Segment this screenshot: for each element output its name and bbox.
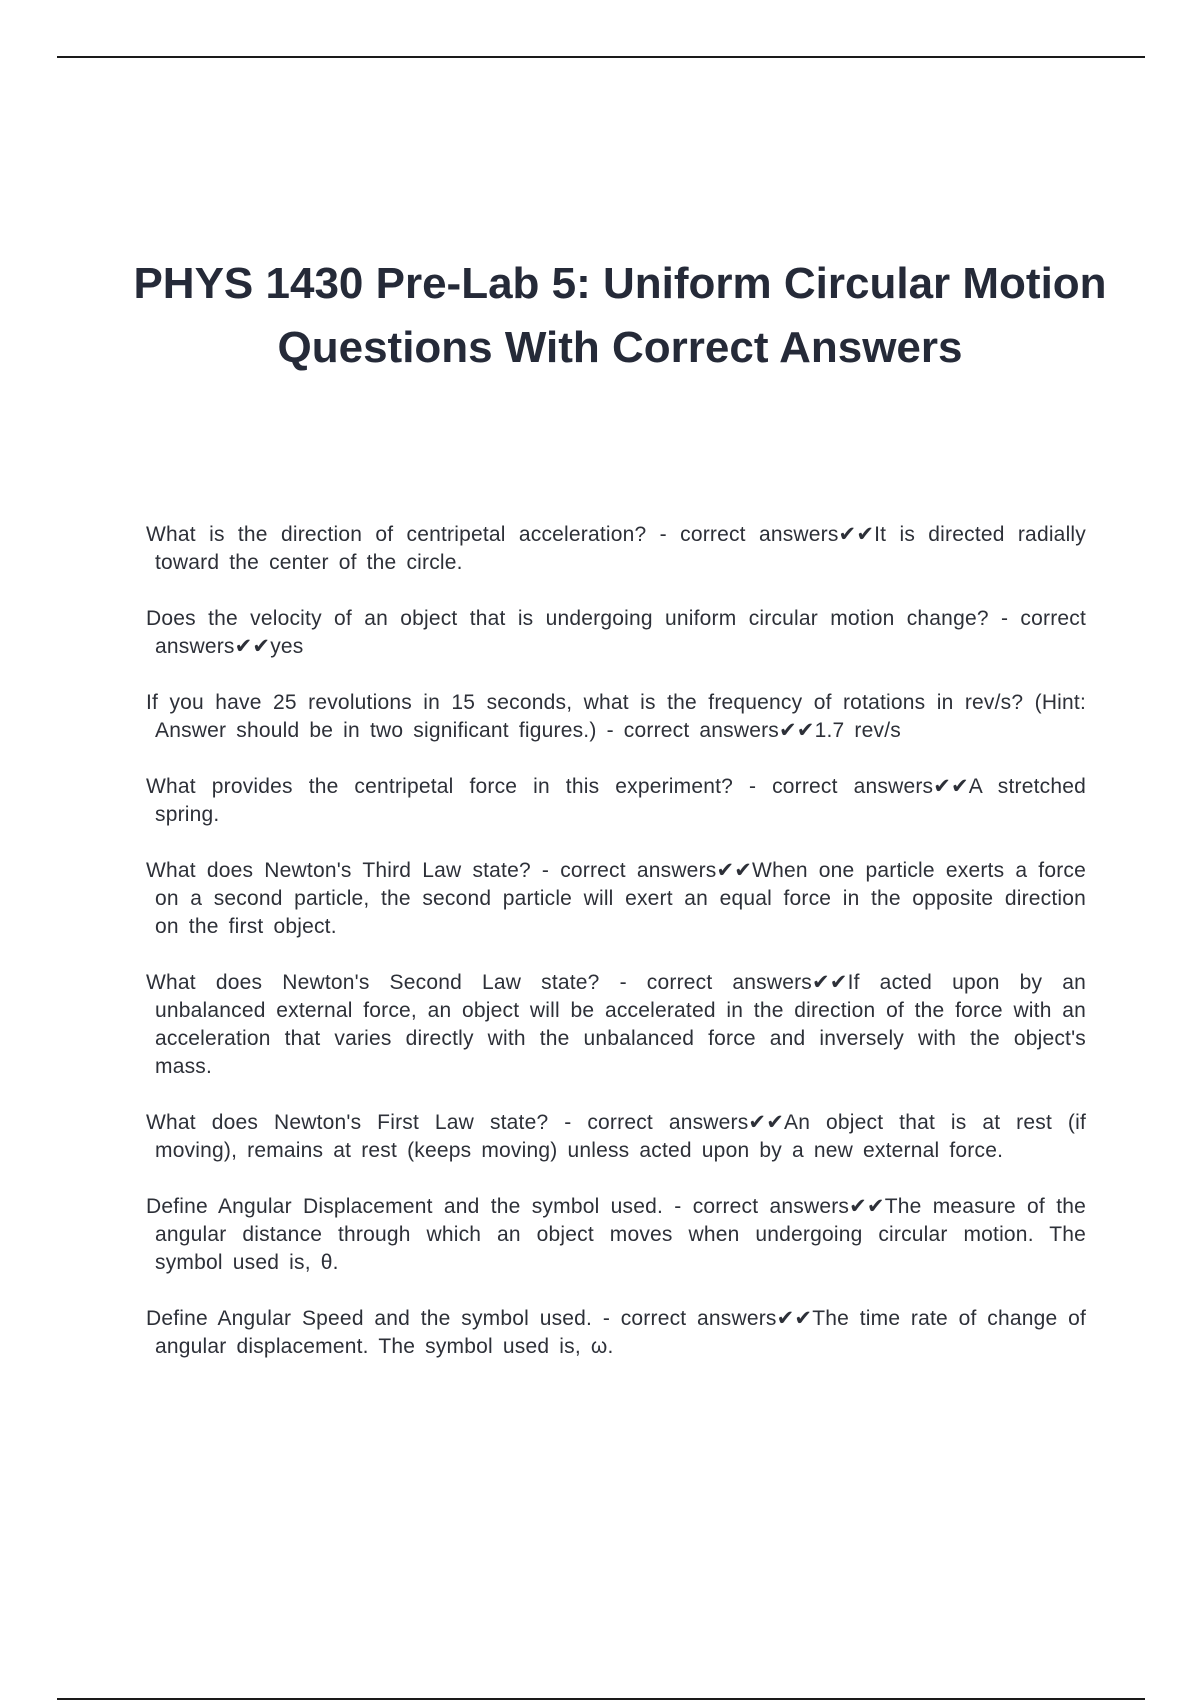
qa-list	[146, 521, 1086, 1389]
qa-item: Define Angular Speed and the symbol used. - correct answers✔✔The time rate of change of angular displacement. The symbol used is, ω.	[146, 1307, 1086, 1358]
qa-item: What does Newton's Third Law state? - correct answers✔✔When one particle exerts a force on a second particle, the second particle will exert an equal force in the opposite direction on the first object.	[146, 859, 1086, 938]
document-title: PHYS 1430 Pre-Lab 5: Uniform Circular Motion Questions With Correct Answers	[133, 259, 1107, 372]
qa-item: If you have 25 revolutions in 15 seconds, what is the frequency of rotations in rev/s? (Hint: Answer should be in two significant figures.) - correct answers✔✔1.7 rev/s	[146, 691, 1086, 742]
qa-item: Does the velocity of an object that is undergoing uniform circular motion change? - correct answers✔✔yes	[146, 607, 1086, 658]
qa-item: What does Newton's First Law state? - correct answers✔✔An object that is at rest (if moving), remains at rest (keeps moving) unless acted upon by a new external force.	[146, 1111, 1086, 1162]
top-rule	[57, 56, 1145, 58]
qa-item: What is the direction of centripetal acceleration? - correct answers✔✔It is directed radially toward the center of the circle.	[146, 523, 1086, 574]
qa-item: What provides the centripetal force in this experiment? - correct answers✔✔A stretched spring.	[146, 775, 1086, 826]
qa-item: What does Newton's Second Law state? - correct answers✔✔If acted upon by an unbalanced external force, an object will be accelerated in the direction of the force with an acceleration that varies directly with the unbalanced force and inversely with the object's mass.	[146, 971, 1086, 1078]
qa-item: Define Angular Displacement and the symbol used. - correct answers✔✔The measure of the angular distance through which an object moves when undergoing circular motion. The symbol used is, θ.	[146, 1195, 1086, 1274]
